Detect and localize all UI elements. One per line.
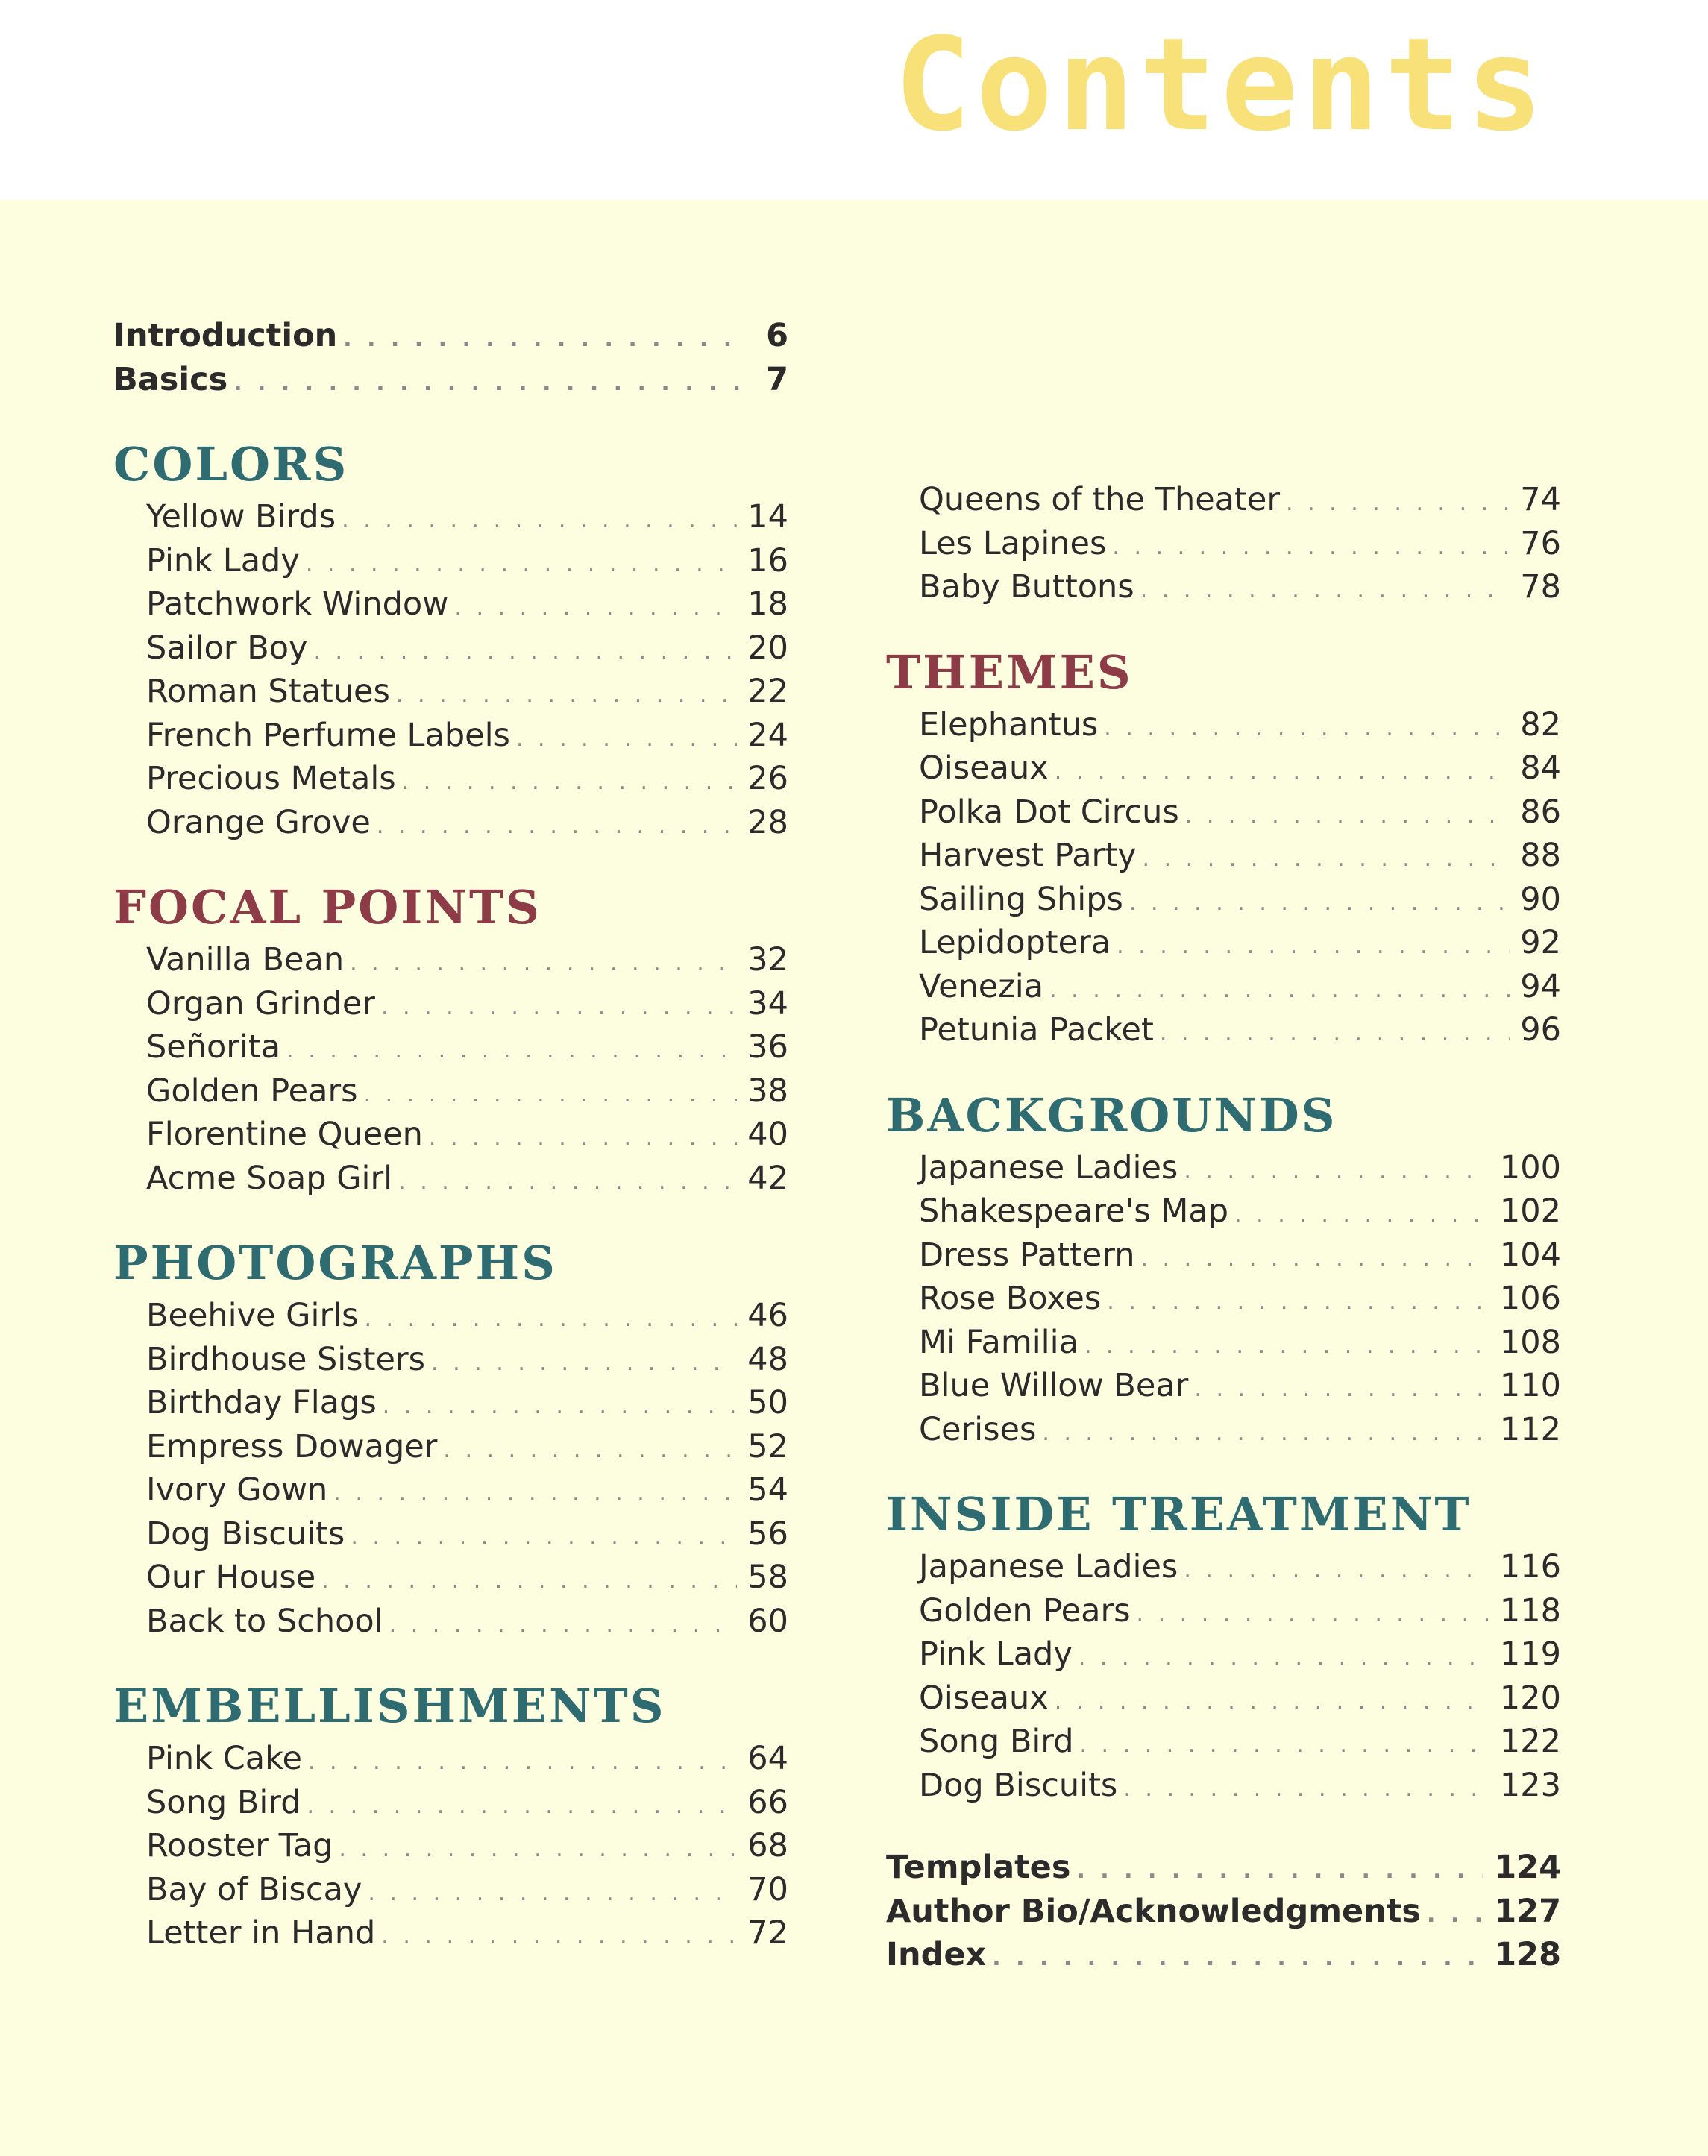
toc-entry[interactable] <box>113 717 788 761</box>
toc-entry-page: 18 <box>747 585 788 623</box>
dot-leader <box>364 1306 737 1332</box>
section-photographs <box>113 1231 788 1646</box>
toc-entry-title: Song Bird <box>146 1783 301 1821</box>
toc-entry-title: Author Bio/Acknowledgments <box>886 1892 1421 1930</box>
dot-leader <box>351 1524 737 1550</box>
toc-entry-title: Golden Pears <box>919 1591 1131 1629</box>
toc-entry[interactable] <box>886 1149 1561 1193</box>
dot-leader <box>1049 977 1510 1003</box>
toc-entry-title: Sailor Boy <box>146 629 308 667</box>
toc-entry-page: 100 <box>1499 1148 1561 1187</box>
dot-leader <box>308 1749 737 1775</box>
toc-entry-title: Our House <box>146 1559 316 1596</box>
toc-entry-page: 70 <box>747 1870 788 1908</box>
dot-leader <box>396 682 737 708</box>
toc-entry-title: Petunia Packet <box>919 1011 1154 1049</box>
section-embellishments <box>113 1674 788 1958</box>
dot-leader <box>1234 1201 1489 1228</box>
toc-entry-page: 106 <box>1499 1280 1561 1317</box>
section-focal-points <box>113 876 788 1203</box>
dot-leader <box>429 1125 737 1151</box>
toc-entry[interactable] <box>886 1367 1561 1411</box>
toc-entry-title: Templates <box>886 1849 1071 1886</box>
toc-entry[interactable] <box>113 1160 788 1204</box>
toc-entry-page: 102 <box>1499 1192 1561 1230</box>
toc-entry[interactable] <box>886 1936 1561 1980</box>
dot-leader <box>381 994 737 1020</box>
dot-leader <box>398 1169 737 1195</box>
dot-leader <box>1184 1158 1489 1184</box>
toc-entry[interactable] <box>886 1192 1561 1236</box>
toc-entry[interactable] <box>113 1914 788 1958</box>
toc-entry[interactable] <box>886 793 1561 837</box>
dot-leader <box>321 1568 737 1594</box>
toc-entry-page: 60 <box>747 1602 788 1640</box>
dot-leader <box>1129 890 1510 916</box>
toc-entry[interactable] <box>113 1740 788 1784</box>
toc-entry-title: Mi Familia <box>919 1323 1079 1361</box>
toc-entry[interactable] <box>113 760 788 804</box>
toc-entry[interactable] <box>886 749 1561 793</box>
toc-entry-page: 96 <box>1520 1011 1561 1049</box>
toc-entry-title: Blue Willow Bear <box>919 1367 1189 1404</box>
dot-leader <box>1143 846 1510 872</box>
dot-leader <box>339 1836 737 1862</box>
section-heading: THEMES <box>886 644 1133 700</box>
toc-entry[interactable] <box>113 542 788 586</box>
dot-leader <box>1076 1858 1483 1884</box>
toc-entry-title: French Perfume Labels <box>146 716 510 754</box>
dot-leader <box>233 370 741 396</box>
toc-entry-page: 76 <box>1520 524 1561 562</box>
toc-entry-page: 36 <box>747 1028 788 1066</box>
dot-leader <box>307 1793 737 1819</box>
toc-entry[interactable] <box>886 1324 1561 1368</box>
dot-leader <box>342 507 737 533</box>
dot-leader <box>1079 1732 1489 1758</box>
toc-entry[interactable] <box>886 525 1561 569</box>
toc-entry-title: Baby Buttons <box>919 568 1134 606</box>
dot-leader <box>1194 1376 1489 1402</box>
toc-entry-page: 127 <box>1494 1892 1561 1930</box>
dot-leader <box>1042 1420 1489 1446</box>
toc-entry-title: Index <box>886 1936 987 1973</box>
toc-entry-page: 34 <box>747 984 788 1022</box>
toc-entry-title: Dress Pattern <box>919 1236 1135 1274</box>
toc-entry-title: Acme Soap Girl <box>146 1159 393 1197</box>
dot-leader <box>1107 1289 1489 1315</box>
toc-entry[interactable] <box>886 1679 1561 1723</box>
toc-entry[interactable] <box>113 1072 788 1116</box>
toc-entry[interactable] <box>886 1767 1561 1811</box>
dot-leader <box>368 1880 737 1906</box>
toc-entry-title: Florentine Queen <box>146 1116 423 1153</box>
toc-entry-title: Oiseaux <box>919 749 1049 787</box>
toc-entry-title: Patchwork Window <box>146 585 449 623</box>
dot-leader <box>1117 933 1510 959</box>
toc-entry-title: Japanese Ladies <box>919 1548 1178 1585</box>
dot-leader <box>1160 1020 1510 1046</box>
section-backgrounds <box>886 1084 1561 1455</box>
dot-leader <box>350 950 737 976</box>
toc-entry-title: Birthday Flags <box>146 1384 377 1421</box>
toc-entry[interactable] <box>886 1592 1561 1636</box>
toc-entry-page: 74 <box>1520 481 1561 518</box>
toc-entry-title: Japanese Ladies <box>919 1148 1178 1187</box>
dot-leader <box>313 638 737 664</box>
toc-entry-page: 50 <box>747 1384 788 1421</box>
toc-entry-page: 46 <box>747 1297 788 1334</box>
toc-entry[interactable] <box>113 1297 788 1341</box>
toc-entry[interactable] <box>113 941 788 985</box>
dot-leader <box>516 726 737 752</box>
toc-entry-page: 72 <box>747 1914 788 1952</box>
toc-entry[interactable] <box>113 1028 788 1072</box>
toc-entry-title: Letter in Hand <box>146 1914 376 1952</box>
section-heading: COLORS <box>113 437 349 491</box>
dot-leader <box>364 1081 738 1107</box>
toc-entry-page: 48 <box>747 1340 788 1378</box>
toc-entry-title: Oiseaux <box>919 1679 1049 1717</box>
toc-entry-title: Shakespeare's Map <box>919 1192 1229 1230</box>
dot-leader <box>383 1393 738 1419</box>
toc-entry-title: Back to School <box>146 1602 383 1640</box>
dot-leader <box>1112 534 1510 560</box>
toc-entry-page: 20 <box>747 629 788 667</box>
toc-entry-page: 14 <box>747 498 788 535</box>
dot-leader <box>389 1612 738 1638</box>
toc-entry-page: 123 <box>1499 1766 1561 1804</box>
dot-leader <box>1185 802 1510 829</box>
toc-entry-title: Orange Grove <box>146 803 371 841</box>
toc-entry[interactable] <box>113 1341 788 1385</box>
dot-leader <box>1140 577 1510 603</box>
section-colors <box>113 433 788 847</box>
spacer <box>886 1810 1561 1849</box>
toc-entry[interactable] <box>886 706 1561 750</box>
toc-entry-page: 58 <box>747 1559 788 1596</box>
toc-entry-page: 42 <box>747 1159 788 1197</box>
toc-entry[interactable] <box>886 924 1561 968</box>
toc-entry-page: 108 <box>1499 1323 1561 1361</box>
dot-leader <box>306 551 737 577</box>
front-matter-list <box>113 317 788 404</box>
toc-entry[interactable] <box>113 1384 788 1428</box>
toc-entry[interactable] <box>113 1471 788 1515</box>
toc-entry-title: Sailing Ships <box>919 880 1123 918</box>
toc-entry[interactable] <box>886 837 1561 881</box>
dot-leader <box>1055 1688 1489 1715</box>
toc-entry-title: Dog Biscuits <box>146 1515 345 1553</box>
toc-entry[interactable] <box>113 629 788 673</box>
toc-entry[interactable] <box>886 1011 1561 1055</box>
toc-entry-title: Yellow Birds <box>146 498 336 535</box>
toc-entry-title: Precious Metals <box>146 760 396 797</box>
toc-entry[interactable] <box>886 568 1561 612</box>
toc-entry-title: Lepidoptera <box>919 924 1111 961</box>
toc-entry-page: 52 <box>747 1427 788 1465</box>
toc-entry-title: Rose Boxes <box>919 1280 1102 1317</box>
toc-entry[interactable] <box>113 985 788 1029</box>
toc-entry[interactable] <box>113 585 788 629</box>
section-inside-treatment <box>886 1483 1561 1810</box>
toc-entry-page: 68 <box>747 1827 788 1864</box>
toc-entry-page: 110 <box>1499 1367 1561 1404</box>
dot-leader <box>454 594 737 620</box>
section-heading: INSIDE TREATMENT <box>886 1487 1472 1541</box>
toc-entry[interactable] <box>113 1428 788 1472</box>
section-heading: EMBELLISHMENTS <box>113 1679 666 1733</box>
toc-entry-title: Dog Biscuits <box>919 1766 1118 1804</box>
dot-leader <box>1286 490 1510 516</box>
toc-entry-page: 118 <box>1499 1591 1561 1629</box>
toc-entry-title: Introduction <box>113 317 338 354</box>
toc-entry-title: Cerises <box>919 1410 1037 1448</box>
continued-list <box>886 481 1561 612</box>
toc-entry-page: 22 <box>747 673 788 710</box>
dot-leader <box>1140 1245 1489 1272</box>
dot-leader <box>286 1037 737 1063</box>
toc-entry-page: 66 <box>747 1783 788 1821</box>
toc-entry-title: Organ Grinder <box>146 984 375 1022</box>
toc-entry-title: Roman Statues <box>146 673 390 710</box>
dot-leader <box>1084 1333 1489 1359</box>
toc-entry-page: 26 <box>747 760 788 797</box>
toc-entry-page: 84 <box>1520 749 1561 787</box>
toc-entry-title: Pink Lady <box>146 541 300 579</box>
dot-leader <box>1104 715 1510 741</box>
toc-entry-page: 128 <box>1494 1936 1561 1973</box>
toc-entry-title: Ivory Gown <box>146 1471 328 1509</box>
toc-entry-title: Empress Dowager <box>146 1427 438 1465</box>
toc-entry[interactable] <box>113 1559 788 1603</box>
toc-entry-page: 86 <box>1520 793 1561 831</box>
toc-entry[interactable] <box>886 881 1561 925</box>
toc-entry-page: 32 <box>747 941 788 978</box>
toc-entry[interactable] <box>113 498 788 542</box>
toc-entry[interactable] <box>886 1280 1561 1324</box>
dot-leader <box>1184 1557 1489 1583</box>
toc-entry[interactable] <box>886 968 1561 1012</box>
toc-entry-title: Bay of Biscay <box>146 1870 362 1908</box>
toc-entry-page: 82 <box>1520 705 1561 744</box>
toc-entry-page: 90 <box>1520 880 1561 918</box>
toc-entry-page: 54 <box>747 1471 788 1509</box>
toc-entry[interactable] <box>886 1635 1561 1679</box>
toc-entry-title: Pink Lady <box>919 1635 1073 1673</box>
toc-entry-page: 24 <box>747 716 788 754</box>
toc-entry-page: 88 <box>1520 837 1561 874</box>
toc-entry-page: 116 <box>1499 1548 1561 1585</box>
toc-entry-page: 104 <box>1499 1236 1561 1274</box>
dot-leader <box>1079 1644 1489 1671</box>
toc-entry-page: 6 <box>766 317 788 354</box>
dot-leader <box>431 1350 737 1376</box>
toc-entry-page: 120 <box>1499 1679 1561 1717</box>
toc-entry-page: 28 <box>747 803 788 841</box>
dot-leader <box>381 1923 737 1949</box>
toc-column-left <box>113 317 788 1958</box>
dot-leader <box>1427 1902 1483 1928</box>
toc-entry-page: 119 <box>1499 1635 1561 1673</box>
toc-entry-title: Elephantus <box>919 705 1099 744</box>
toc-entry-title: Rooster Tag <box>146 1827 333 1864</box>
toc-entry-title: Golden Pears <box>146 1072 358 1110</box>
toc-entry-page: 78 <box>1520 568 1561 606</box>
dot-leader <box>402 769 738 795</box>
toc-entry-title: Birdhouse Sisters <box>146 1340 426 1378</box>
dot-leader <box>1055 758 1510 785</box>
toc-entry[interactable] <box>113 1871 788 1915</box>
section-heading: BACKGROUNDS <box>886 1087 1337 1143</box>
toc-entry-page: 124 <box>1494 1849 1561 1886</box>
section-heading: PHOTOGRAPHS <box>113 1236 557 1290</box>
toc-entry-title: Les Lapines <box>919 524 1107 562</box>
toc-entry-title: Polka Dot Circus <box>919 793 1179 831</box>
toc-entry[interactable] <box>886 1723 1561 1767</box>
toc-entry[interactable] <box>886 1893 1561 1937</box>
toc-entry-title: Queens of the Theater <box>919 481 1281 518</box>
toc-entry[interactable] <box>113 673 788 717</box>
toc-entry-page: 38 <box>747 1072 788 1110</box>
toc-entry[interactable] <box>113 1827 788 1871</box>
toc-entry-title: Venezia <box>919 967 1044 1005</box>
toc-entry[interactable] <box>113 1603 788 1647</box>
toc-entry[interactable] <box>886 1411 1561 1455</box>
toc-entry-page: 16 <box>747 541 788 579</box>
section-heading: FOCAL POINTS <box>113 880 541 934</box>
toc-entry-page: 7 <box>766 360 788 398</box>
toc-entry-page: 92 <box>1520 924 1561 961</box>
toc-entry-title: Beehive Girls <box>146 1297 359 1334</box>
toc-entry-title: Harvest Party <box>919 837 1137 874</box>
dot-leader <box>333 1480 737 1506</box>
page-title: Contents <box>894 10 1548 160</box>
toc-entry-page: 40 <box>747 1116 788 1153</box>
dot-leader <box>1137 1601 1489 1627</box>
dot-leader <box>1123 1776 1489 1802</box>
toc-entry[interactable] <box>886 481 1561 525</box>
toc-entry[interactable] <box>113 317 788 361</box>
toc-entry[interactable] <box>113 361 788 405</box>
dot-leader <box>343 326 741 352</box>
toc-entry[interactable] <box>886 1236 1561 1280</box>
toc-entry-title: Señorita <box>146 1028 281 1066</box>
toc-entry-title: Basics <box>113 360 228 398</box>
dot-leader <box>377 813 737 839</box>
dot-leader <box>443 1437 737 1463</box>
toc-entry[interactable] <box>113 1515 788 1559</box>
toc-entry[interactable] <box>886 1548 1561 1592</box>
toc-entry-title: Vanilla Bean <box>146 941 345 978</box>
toc-entry-page: 112 <box>1499 1410 1561 1448</box>
toc-entry-page: 122 <box>1499 1723 1561 1760</box>
toc-entry[interactable] <box>113 1784 788 1828</box>
toc-entry[interactable] <box>886 1849 1561 1893</box>
toc-entry-title: Pink Cake <box>146 1740 302 1777</box>
back-matter-list <box>886 1849 1561 1980</box>
toc-entry[interactable] <box>113 804 788 848</box>
toc-entry-page: 94 <box>1520 967 1561 1005</box>
section-themes <box>886 641 1561 1055</box>
toc-entry-page: 64 <box>747 1740 788 1777</box>
toc-entry-page: 56 <box>747 1515 788 1553</box>
toc-entry-title: Song Bird <box>919 1723 1074 1760</box>
toc-entry[interactable] <box>113 1116 788 1160</box>
toc-column-right <box>886 481 1561 1980</box>
dot-leader <box>992 1945 1483 1971</box>
